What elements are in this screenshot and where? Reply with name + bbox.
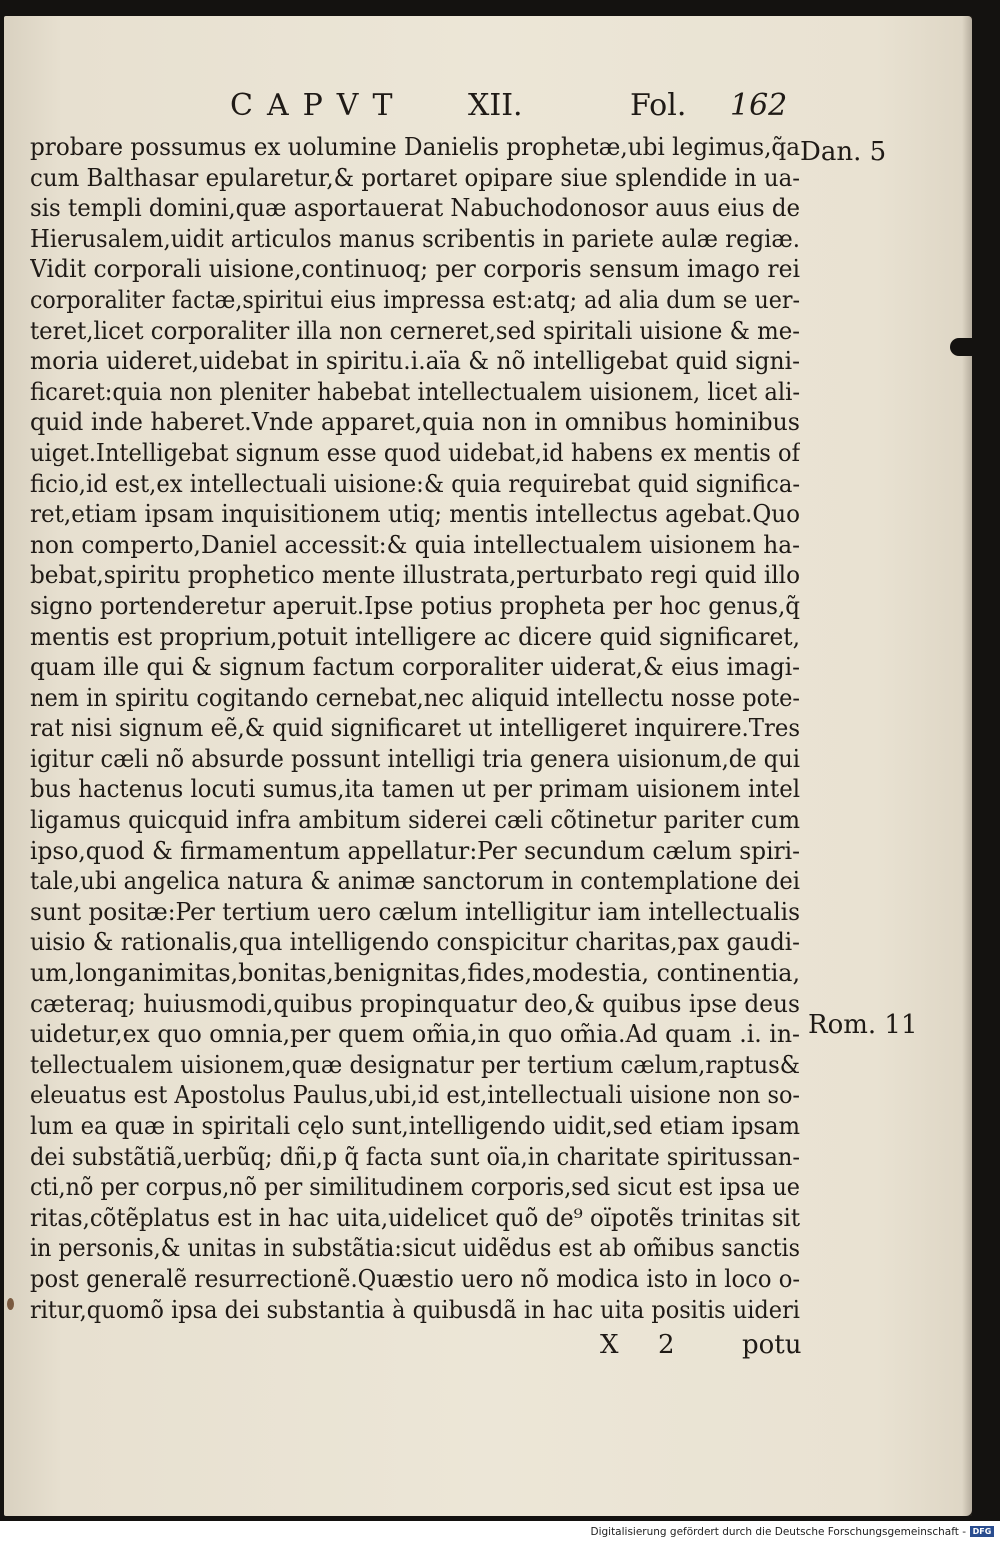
text-line: lum ea quæ in spiritali cęlo sunt,intelligendo uidit,sed etiam ipsam [30,1112,800,1140]
text-line: Hierusalem,uidit articulos manus scribentis in pariete aulæ regiæ. [30,224,800,253]
leaf-edge-shadow [962,16,972,1516]
digitization-credit: Digitalisierung gefördert durch die Deutsche Forschungsgemeinschaft - [590,1526,966,1538]
text-line: quam ille qui & signum factum corporaliter uiderat,& eius imagi- [30,653,800,682]
text-line: uidetur,ex quo omnia,per quem om̃ia,in quo om̃ia.Ad quam .i. in- [30,1020,800,1049]
text-line: dei substãtiã,uerbũq; dñi,p q̃ facta sunt oïa,in charitate spiritussan- [30,1142,800,1171]
text-line: bebat,spiritu prophetico mente illustrata,perturbato regi quid illo [30,561,800,590]
text-line: moria uideret,uidebat in spiritu.i.aïa & nõ intelligebat quid signi- [30,347,800,376]
text-line: ipso,quod & firmamentum appellatur:Per secundum cælum spiri- [30,836,800,865]
header-fol-label: Fol. [630,88,687,123]
text-line: signo portenderetur aperuit.Ipse potius propheta per hoc genus,q̃ [30,591,800,620]
text-line: uisio & rationalis,qua intelligendo conspicitur charitas,pax gaudi- [30,928,800,957]
text-line: ritas,cõtẽplatus est in hac uita,uidelicet quõ de⁹ oïpotẽs trinitas sit [30,1203,800,1232]
text-line: ret,etiam ipsam inquisitionem utiq; mentis intellectus agebat.Quo [30,500,800,529]
text-line: cæteraq; huiusmodi,quibus propinquatur deo,& quibus ipse deus [30,989,800,1018]
text-line: uiget.Intelligebat signum esse quod uidebat,id habens ex mentis of [30,438,800,467]
text-line: sunt positæ:Per tertium uero cælum intelligitur iam intellectualis [30,897,800,926]
text-line: ligamus quicquid infra ambitum siderei cæli cõtinetur pariter cum [30,806,800,835]
text-line: in personis,& unitas in substãtia:sicut uidẽdus est ab om̃ibus sanctis [30,1234,800,1263]
text-line: post generalẽ resurrectionẽ.Quæstio uero nõ modica isto in loco o- [30,1264,800,1293]
paper-speck [7,1298,14,1310]
text-line: quid inde haberet.Vnde apparet,quia non in omnibus hominibus [30,408,800,437]
text-line: mentis est proprium,potuit intelligere ac dicere quid significaret, [30,622,800,651]
signature-mark: X [600,1330,619,1360]
text-line: Vidit corporali uisione,continuoq; per corporis sensum imago rei [30,255,800,284]
text-line: ficio,id est,ex intellectuali uisione:& quia requirebat quid significa- [30,469,800,498]
header-chapter-number: XII. [468,88,523,123]
margin-note-dan: Dan. 5 [800,137,887,167]
text-line: nem in spiritu cogitando cernebat,nec aliquid intellectu nosse pote- [30,683,800,712]
text-line: um,longanimitas,bonitas,benignitas,fides,modestia, continentia, [30,959,800,988]
body-text-block [30,132,800,1325]
text-line: igitur cæli nõ absurde possunt intelligi tria genera uisionum,de qui [30,744,800,773]
text-line: tale,ubi angelica natura & animæ sanctorum in contemplatione dei [30,867,800,896]
dfg-logo: DFG [970,1526,994,1537]
running-header [230,88,790,128]
page-footer [600,1330,820,1364]
text-line: cum Balthasar epularetur,& portaret opipare siue splendide in ua- [30,163,800,192]
page-tab-mark [950,338,972,356]
text-line: bus hactenus locuti sumus,ita tamen ut per primam uisionem intel [30,775,800,804]
text-line: teret,licet corporaliter illa non cerneret,sed spiritali uisione & me- [30,316,800,345]
text-line: rat nisi signum eẽ,& quid significaret ut intelligeret inquirere.Tres [30,714,800,743]
margin-note-rom: Rom. 11 [808,1010,918,1040]
text-line: ficaret:quia non pleniter habebat intellectualem uisionem, licet ali- [30,377,800,406]
text-line: non comperto,Daniel accessit:& quia intellectualem uisionem ha- [30,530,800,559]
header-folio-number: 162 [730,88,788,123]
text-line: probare possumus ex uolumine Danielis prophetæ,ubi legimus,q̃a [30,133,800,161]
text-line: sis templi domini,quæ asportauerat Nabuchodonosor auus eius de [30,194,800,223]
text-line: eleuatus est Apostolus Paulus,ubi,id est,intellectuali uisione non so- [30,1081,800,1110]
text-line: ritur,quomõ ipsa dei substantia à quibusdã in hac uita positis uideri [30,1295,800,1324]
signature-number: 2 [658,1330,675,1360]
catchword: potu [742,1330,802,1360]
header-caput: CAPVT [230,88,407,123]
text-line: tellectualem uisionem,quæ designatur per tertium cælum,raptus& [30,1050,800,1079]
text-line: cti,nõ per corpus,nõ per similitudinem corporis,sed sicut est ipsa ue [30,1173,800,1202]
text-line: corporaliter factæ,spiritui eius impressa est:atq; ad alia dum se uer- [30,285,800,314]
